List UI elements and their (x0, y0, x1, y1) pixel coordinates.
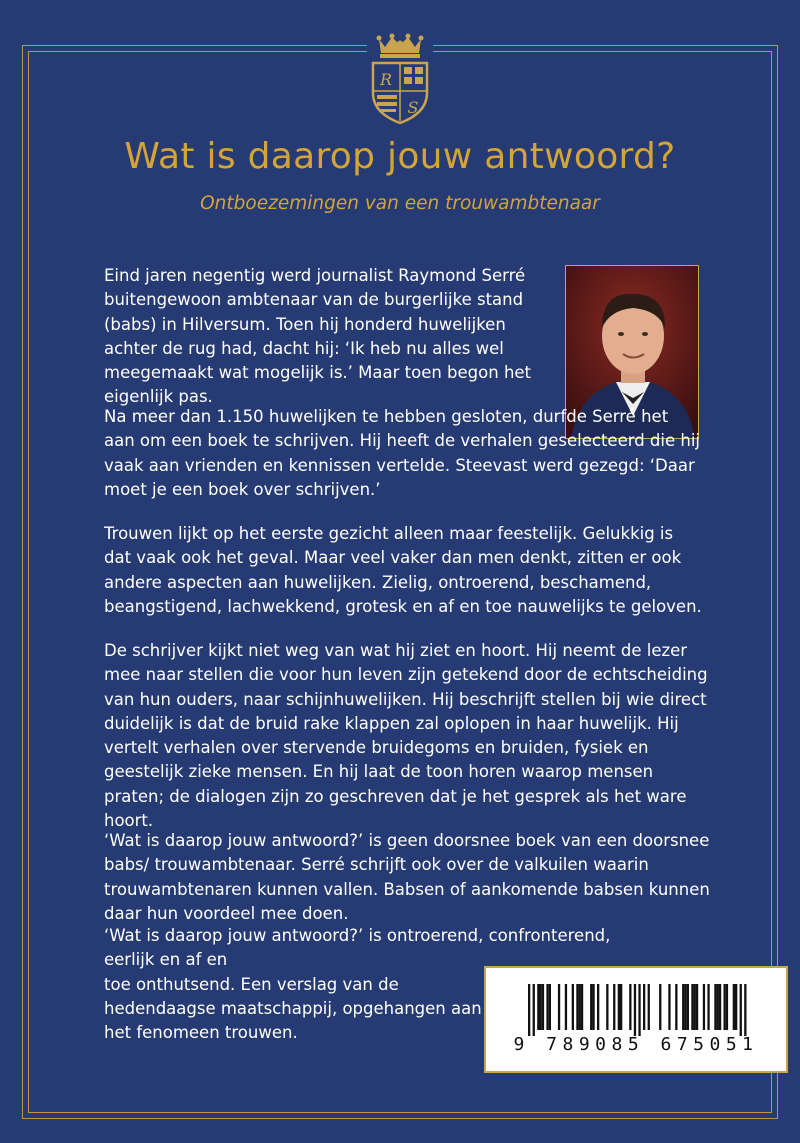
isbn-number: 9 789085 675051 (513, 1034, 759, 1055)
barcode-bar (634, 984, 636, 1036)
barcode-bar (546, 984, 548, 1030)
barcode-bar (613, 984, 615, 1030)
barcode-bar (714, 984, 716, 1030)
barcode-bar (618, 984, 620, 1030)
barcode-bar (590, 984, 592, 1030)
barcode-bar (696, 984, 698, 1030)
barcode-bar (549, 984, 551, 1030)
barcode-bar (542, 984, 544, 1030)
barcode-bar (597, 984, 599, 1030)
barcode-bar (565, 984, 567, 1030)
paragraph-6-rest: toe onthutsend. Een verslag van de hedendaagse maatschappij, opgehangen aan het fenomeen trouwen. (104, 974, 482, 1043)
barcode-bar (620, 984, 622, 1030)
barcode-bar (694, 984, 696, 1030)
barcode-bar (703, 984, 705, 1030)
barcode-bar (675, 984, 677, 1030)
book-subtitle: Ontboezemingen van een trouwambtenaar (200, 193, 600, 214)
barcode-bar (606, 984, 608, 1030)
barcode-bar (717, 984, 719, 1030)
barcode-bar (707, 984, 709, 1030)
barcode-bar (572, 984, 574, 1030)
barcode-bar (687, 984, 689, 1030)
isbn-barcode (484, 966, 788, 1073)
barcode-bar (668, 984, 670, 1030)
barcode-bars (486, 968, 786, 1038)
barcode-bar (724, 984, 726, 1030)
paragraph-2: Na meer dan 1.150 huwelijken te hebben gesloten, durfde Serré het aan om een boek te schrijven. Hij heeft de verhalen geselecteerd die hij vaak aan vrienden en kennissen vertelde. Steevast werd gezegd: ‘Daar moet je een boek over schrijven.’ (104, 407, 701, 499)
barcode-bar (533, 984, 535, 1036)
paragraph-5: ‘Wat is daarop jouw antwoord?’ is geen doorsnee boek van een doorsnee babs/ trouwambtenaar. Serré schrijft ook over de valkuilen waarin trouwambtenaren kunnen vallen. Babsen of aankomende babsen kunnen daar hun voordeel mee doen. (104, 831, 710, 923)
barcode-bar (558, 984, 560, 1030)
crest-logo (367, 33, 433, 127)
barcode-bar (682, 984, 684, 1030)
barcode-bar (638, 984, 640, 1036)
barcode-bar (744, 984, 746, 1036)
barcode-bar (719, 984, 721, 1030)
barcode-bar (581, 984, 583, 1030)
barcode-bar (579, 984, 581, 1030)
barcode-bar (726, 984, 728, 1030)
barcode-bar (648, 984, 650, 1030)
crest-monogram-right: S (407, 98, 419, 117)
barcode-bar (735, 984, 737, 1030)
barcode-bar (629, 984, 631, 1030)
barcode-bar (733, 984, 735, 1030)
paragraph-4: De schrijver kijkt niet weg van wat hij ziet en hoort. Hij neemt de lezer mee naar stellen die voor hun leven zijn getekend door de echtscheiding van hun ouders, naar schijnhuwelijken. Hij beschrijft stellen bij wie direct duidelijk is dat de bruid rake klappen zal oplopen in haar huwelijk. Hij vertelt verhalen over stervende bruidegoms en bruiden, fysiek en geestelijk zieke mensen. En hij laat de toon horen waarop mensen praten; de dialogen zijn zo geschreven dat je het gesprek als het ware hoort. (104, 641, 708, 831)
paragraph-3: Trouwen lijkt op het eerste gezicht alleen maar feestelijk. Gelukkig is dat vaak ook het geval. Maar veel vaker dan men denkt, zitten er ook andere aspecten aan huwelijken. Zielig, ontroerend, beschamend, beangstigend, lachwekkend, grotesk en af en toe nauwelijks te geloven. (104, 524, 702, 616)
barcode-bar (576, 984, 578, 1030)
barcode-bar (528, 984, 530, 1036)
barcode-bar (537, 984, 539, 1030)
book-title: Wat is daarop jouw antwoord? (124, 136, 676, 177)
crest-monogram-left: R (379, 70, 393, 89)
paragraph-1: Eind jaren negentig werd journalist Raymond Serré buitengewoon ambtenaar van de burgerlijke stand (babs) in Hilversum. Toen hij honderd huwelijken achter de rug had, dacht hij: ‘Ik heb nu alles wel meegemaakt wat mogelijk is.’ Maar toen begon het eigenlijk pas. (104, 266, 532, 407)
barcode-bar (740, 984, 742, 1036)
barcode-bar (643, 984, 645, 1030)
barcode-bar (540, 984, 542, 1030)
barcode-bar (691, 984, 693, 1030)
barcode-bar (684, 984, 686, 1030)
barcode-bar (659, 984, 661, 1030)
barcode-bar (592, 984, 594, 1030)
paragraph-6-line-1: ‘Wat is daarop jouw antwoord?’ is ontroerend, confronterend, eerlijk en af en (104, 926, 611, 970)
